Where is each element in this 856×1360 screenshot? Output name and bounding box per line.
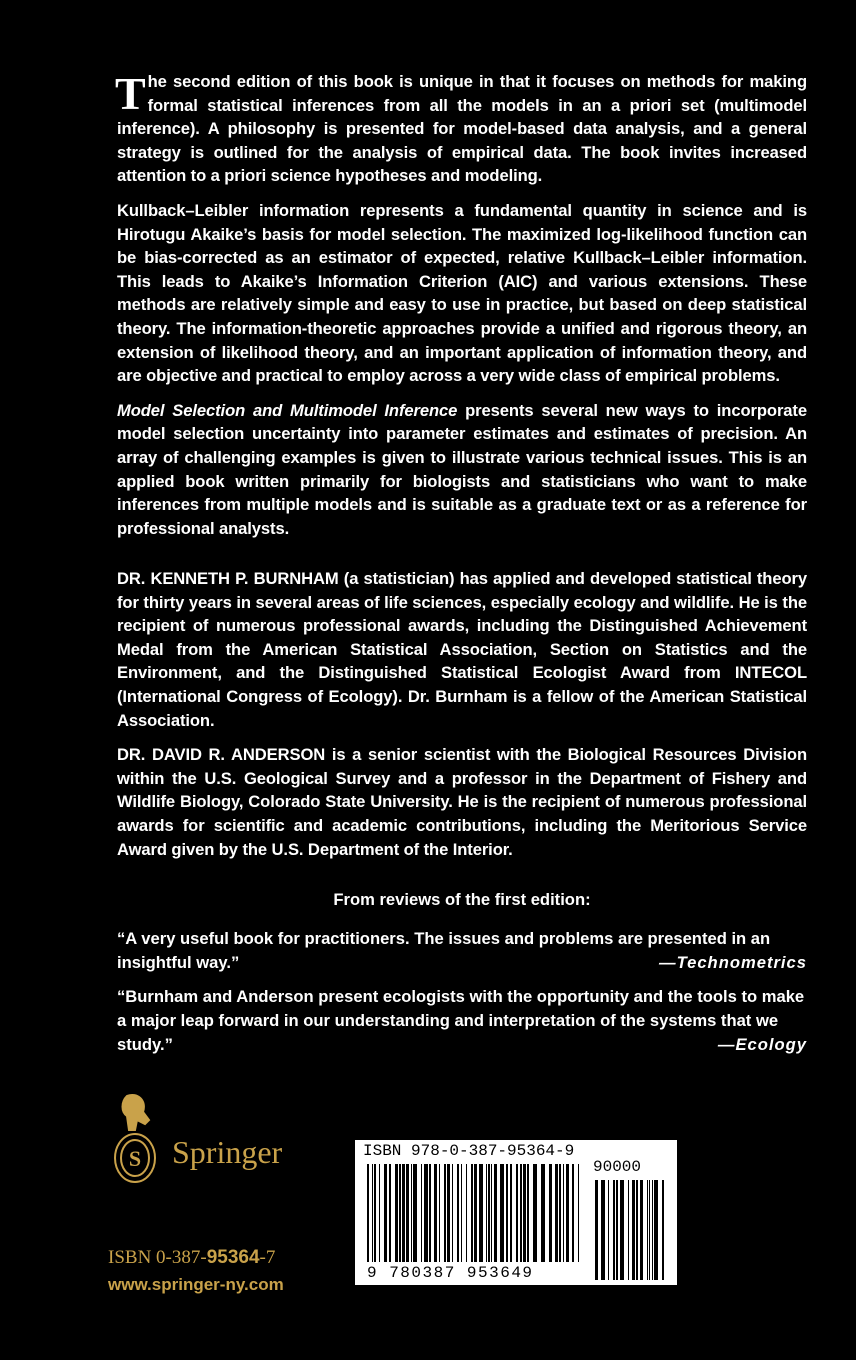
barcode-bars (367, 1164, 579, 1262)
barcode-isbn: ISBN 978-0-387-95364-9 (363, 1142, 575, 1160)
reviews-heading: From reviews of the first edition: (333, 890, 591, 909)
price-barcode-bars (595, 1180, 664, 1280)
svg-text:S: S (128, 1146, 142, 1171)
description-block (117, 70, 807, 540)
intro-paragraph-1: The second edition of this book is unique in that it focuses on methods for making formal statistical inferences from all the models in an a priori set (multimodel inference). A philosophy is presented for model-based data analysis, and a general strategy is outlined for the analysis of empirical data. The book invites increased attention to a priori science hypotheses and modeling. (115, 68, 807, 186)
isbn-text: ISBN 0-387-95364-7 (108, 1247, 276, 1268)
author-bio-burnham: DR. KENNETH P. BURNHAM (a statistician) has applied and developed statistical theory for thirty years in several areas of life sciences, especially ecology and wildlife. He is the recipient of numerous professional awards, including the Distinguished Achievement Medal from the American Statistical Association, Section on Statistics and the Environment, and the Distinguished Statistical Ecologist Award from INTECOL (International Congress of Ecology). Dr. Burnham is a fellow of the American Statistical Association. (117, 569, 807, 730)
dropcap-letter: T (115, 68, 146, 119)
author-bios (117, 567, 807, 861)
review-text: “Burnham and Anderson present ecologists with the opportunity and the tools to make a major leap forward in our understanding and interpretation of the systems that we study.” (117, 987, 805, 1054)
publisher-name: Springer (172, 1134, 283, 1170)
barcode-panel (355, 1140, 677, 1285)
barcode-price-code: 90000 (593, 1158, 642, 1176)
book-title: Model Selection and Multimodel Inference (117, 400, 458, 420)
review-source: —Technometrics (658, 953, 807, 972)
review-text: “A very useful book for practitioners. The issues and problems are presented in an insightful way.” (117, 929, 771, 972)
intro-paragraph-3: Model Selection and Multimodel Inference presents several new ways to incorporate model selection uncertainty into parameter estimates and estimates of precision. An array of challenging examples is given to illustrate various technical issues. This is an applied book written primarily for biologists and statisticians who want to make inferences from multiple models and is suitable as a graduate text or as a reference for professional analysts. (117, 400, 807, 538)
publisher-url: www.springer-ny.com (108, 1275, 284, 1294)
barcode-number: 9 780387 953649 (367, 1264, 534, 1282)
review-quote-2 (117, 985, 807, 1057)
author-bio-anderson: DR. DAVID R. ANDERSON is a senior scientist with the Biological Resources Division within the U.S. Geological Survey and a professor in the Department of Fishery and Wildlife Biology, Colorado State University. He is the recipient of numerous professional awards for scientific and academic contributions, including the Meritorious Service Award given by the U.S. Department of the Interior. (117, 745, 807, 859)
springer-knight-logo-icon (105, 1090, 165, 1190)
intro-paragraph-2: Kullback–Leibler information represents a fundamental quantity in science and is Hirotugu Akaike’s basis for model selection. The maximized log-likelihood function can be bias-corrected as an estimator of expected, relative Kullback–Leibler information. This leads to Akaike’s Information Criterion (AIC) and various extensions. These methods are relatively simple and easy to use in practice, but based on deep statistical theory. The information-theoretic approaches provide a unified and rigorous theory, an extension of likelihood theory, and an important application of information theory, and are objective and practical to employ across a very wide class of empirical problems. (117, 200, 807, 386)
review-source: —Ecology (717, 1035, 807, 1054)
review-quote-1 (117, 927, 807, 975)
